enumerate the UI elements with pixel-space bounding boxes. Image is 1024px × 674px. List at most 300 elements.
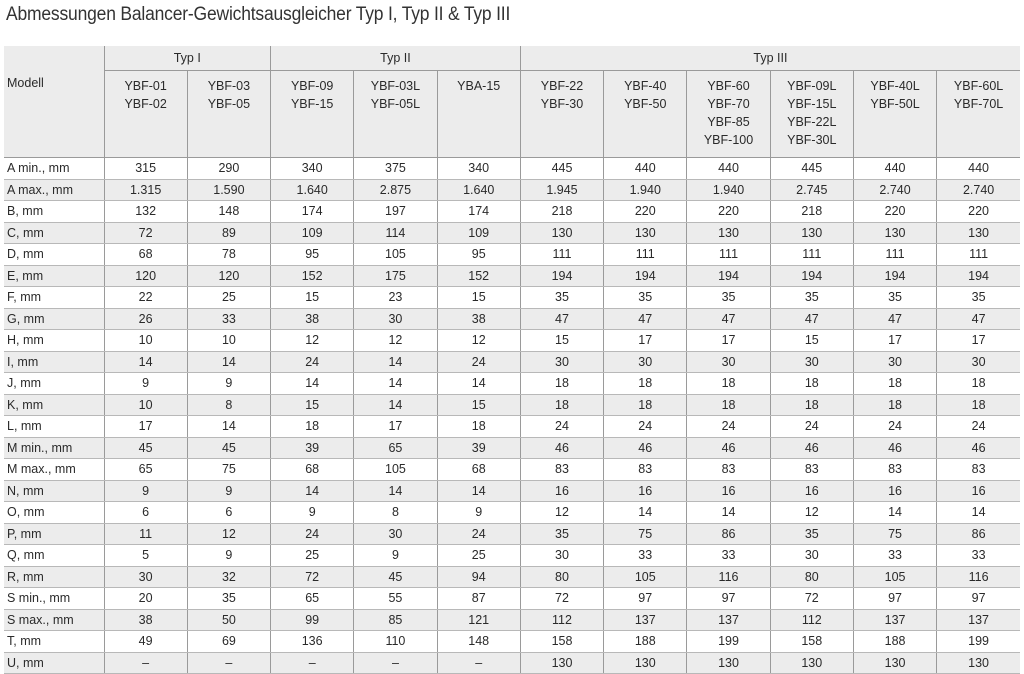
table-cell: 47: [520, 308, 603, 330]
table-cell: 99: [271, 609, 354, 631]
table-cell: 111: [604, 244, 687, 266]
table-row: [4, 631, 1020, 653]
table-cell: 86: [937, 523, 1020, 545]
table-cell: 194: [937, 265, 1020, 287]
table-cell: 1.590: [187, 179, 270, 201]
table-cell: 14: [271, 480, 354, 502]
table-cell: 112: [770, 609, 853, 631]
table-cell: 6: [187, 502, 270, 524]
table-cell: 32: [187, 566, 270, 588]
table-cell: 35: [853, 287, 936, 309]
table-cell: 30: [354, 308, 437, 330]
table-cell: 130: [520, 222, 603, 244]
table-cell: 30: [853, 351, 936, 373]
table-cell: 17: [687, 330, 770, 352]
model-header-row: [4, 71, 1020, 158]
table-cell: 197: [354, 201, 437, 223]
table-row: [4, 373, 1020, 395]
table-cell: 12: [520, 502, 603, 524]
table-cell: 188: [604, 631, 687, 653]
table-cell: 18: [853, 373, 936, 395]
table-cell: 35: [520, 523, 603, 545]
table-cell: 18: [520, 373, 603, 395]
table-cell: 17: [853, 330, 936, 352]
table-cell: 14: [271, 373, 354, 395]
table-cell: 30: [104, 566, 187, 588]
table-row: [4, 502, 1020, 524]
table-cell: 97: [604, 588, 687, 610]
table-cell: 33: [604, 545, 687, 567]
dimensions-table: [4, 46, 1020, 674]
table-cell: 47: [770, 308, 853, 330]
table-cell: 18: [604, 394, 687, 416]
row-label: C, mm: [4, 222, 104, 244]
table-cell: 75: [853, 523, 936, 545]
table-cell: 14: [354, 394, 437, 416]
table-row: [4, 545, 1020, 567]
table-cell: 194: [520, 265, 603, 287]
table-cell: 45: [104, 437, 187, 459]
table-cell: 9: [354, 545, 437, 567]
model-header-cell: YBA-15: [437, 71, 520, 158]
table-cell: 83: [604, 459, 687, 481]
table-cell: 130: [770, 222, 853, 244]
table-cell: 14: [437, 480, 520, 502]
table-cell: 87: [437, 588, 520, 610]
table-cell: 137: [604, 609, 687, 631]
table-cell: 16: [687, 480, 770, 502]
table-cell: 199: [937, 631, 1020, 653]
row-label: O, mm: [4, 502, 104, 524]
row-label: T, mm: [4, 631, 104, 653]
table-cell: 15: [271, 394, 354, 416]
table-cell: 95: [437, 244, 520, 266]
table-row: [4, 201, 1020, 223]
table-cell: 111: [937, 244, 1020, 266]
table-cell: 220: [853, 201, 936, 223]
row-label: M min., mm: [4, 437, 104, 459]
table-cell: 9: [187, 373, 270, 395]
table-cell: 12: [770, 502, 853, 524]
model-header-cell: YBF-60L YBF-70L: [937, 71, 1020, 158]
table-cell: 9: [271, 502, 354, 524]
table-cell: 218: [520, 201, 603, 223]
table-cell: 130: [687, 222, 770, 244]
table-cell: 25: [187, 287, 270, 309]
table-cell: 130: [604, 652, 687, 674]
row-label: R, mm: [4, 566, 104, 588]
table-cell: 47: [853, 308, 936, 330]
table-cell: 72: [104, 222, 187, 244]
table-cell: 8: [354, 502, 437, 524]
table-cell: 130: [937, 652, 1020, 674]
table-cell: 24: [520, 416, 603, 438]
table-cell: 6: [104, 502, 187, 524]
table-cell: 46: [937, 437, 1020, 459]
table-cell: 130: [687, 652, 770, 674]
table-cell: 85: [354, 609, 437, 631]
table-cell: 72: [520, 588, 603, 610]
table-row: [4, 416, 1020, 438]
table-cell: 18: [937, 394, 1020, 416]
table-cell: 68: [271, 459, 354, 481]
group-header-typ-1: Typ I: [104, 46, 271, 71]
table-cell: 47: [604, 308, 687, 330]
table-cell: 68: [437, 459, 520, 481]
table-cell: 24: [687, 416, 770, 438]
table-cell: 440: [937, 158, 1020, 180]
table-cell: 30: [770, 351, 853, 373]
table-cell: 18: [604, 373, 687, 395]
table-cell: 20: [104, 588, 187, 610]
model-header-cell: YBF-01 YBF-02: [104, 71, 187, 158]
table-cell: 445: [770, 158, 853, 180]
table-row: [4, 351, 1020, 373]
table-cell: 26: [104, 308, 187, 330]
table-cell: 111: [687, 244, 770, 266]
table-cell: 375: [354, 158, 437, 180]
model-header-cell: YBF-22 YBF-30: [520, 71, 603, 158]
table-cell: 14: [104, 351, 187, 373]
table-cell: 152: [437, 265, 520, 287]
table-row: [4, 394, 1020, 416]
table-cell: 105: [853, 566, 936, 588]
table-cell: 97: [937, 588, 1020, 610]
group-header-typ-3: Typ III: [520, 46, 1020, 71]
table-cell: 1.940: [687, 179, 770, 201]
table-row: [4, 287, 1020, 309]
table-cell: 24: [437, 523, 520, 545]
table-cell: 17: [937, 330, 1020, 352]
table-cell: 290: [187, 158, 270, 180]
table-cell: 130: [853, 652, 936, 674]
table-cell: 72: [770, 588, 853, 610]
table-cell: 9: [104, 373, 187, 395]
table-cell: 18: [271, 416, 354, 438]
table-cell: 83: [937, 459, 1020, 481]
row-label: D, mm: [4, 244, 104, 266]
table-cell: 16: [604, 480, 687, 502]
table-row: [4, 523, 1020, 545]
table-row: [4, 330, 1020, 352]
row-label: B, mm: [4, 201, 104, 223]
table-cell: 97: [853, 588, 936, 610]
row-label: S max., mm: [4, 609, 104, 631]
table-cell: 22: [104, 287, 187, 309]
table-cell: 130: [520, 652, 603, 674]
table-cell: 12: [271, 330, 354, 352]
table-body: [4, 158, 1020, 674]
table-cell: 35: [770, 287, 853, 309]
table-cell: 45: [354, 566, 437, 588]
table-cell: 116: [687, 566, 770, 588]
table-cell: 18: [770, 373, 853, 395]
table-cell: 14: [687, 502, 770, 524]
row-label: Q, mm: [4, 545, 104, 567]
table-row: [4, 308, 1020, 330]
table-cell: 130: [604, 222, 687, 244]
table-cell: 105: [604, 566, 687, 588]
table-cell: 35: [187, 588, 270, 610]
table-cell: 158: [520, 631, 603, 653]
table-cell: 18: [687, 394, 770, 416]
row-label: U, mm: [4, 652, 104, 674]
table-cell: 111: [770, 244, 853, 266]
table-cell: 2.740: [937, 179, 1020, 201]
table-cell: 30: [687, 351, 770, 373]
table-cell: 111: [853, 244, 936, 266]
table-cell: 16: [937, 480, 1020, 502]
table-cell: 120: [187, 265, 270, 287]
row-label: N, mm: [4, 480, 104, 502]
table-cell: 9: [187, 545, 270, 567]
table-cell: 94: [437, 566, 520, 588]
table-cell: 194: [770, 265, 853, 287]
table-cell: 130: [853, 222, 936, 244]
table-cell: 46: [520, 437, 603, 459]
table-row: [4, 588, 1020, 610]
table-cell: 220: [937, 201, 1020, 223]
table-cell: 14: [354, 373, 437, 395]
row-label: A max., mm: [4, 179, 104, 201]
table-cell: 137: [937, 609, 1020, 631]
table-cell: 33: [187, 308, 270, 330]
row-label: A min., mm: [4, 158, 104, 180]
table-cell: 47: [937, 308, 1020, 330]
table-cell: 9: [104, 480, 187, 502]
table-row: [4, 179, 1020, 201]
table-cell: 17: [104, 416, 187, 438]
table-cell: 12: [354, 330, 437, 352]
table-cell: 175: [354, 265, 437, 287]
table-cell: 46: [687, 437, 770, 459]
model-column-header: Modell: [4, 46, 104, 158]
table-cell: 174: [437, 201, 520, 223]
row-label: J, mm: [4, 373, 104, 395]
table-cell: 65: [104, 459, 187, 481]
model-header-cell: YBF-09 YBF-15: [271, 71, 354, 158]
model-header-cell: YBF-09L YBF-15L YBF-22L YBF-30L: [770, 71, 853, 158]
table-cell: 25: [271, 545, 354, 567]
table-cell: 1.940: [604, 179, 687, 201]
table-cell: 8: [187, 394, 270, 416]
row-label: L, mm: [4, 416, 104, 438]
table-cell: 194: [853, 265, 936, 287]
table-cell: 24: [271, 523, 354, 545]
table-row: [4, 566, 1020, 588]
table-cell: 110: [354, 631, 437, 653]
table-cell: 35: [770, 523, 853, 545]
table-cell: 340: [271, 158, 354, 180]
table-cell: 5: [104, 545, 187, 567]
table-cell: 80: [520, 566, 603, 588]
table-cell: –: [187, 652, 270, 674]
table-cell: 38: [104, 609, 187, 631]
table-cell: 95: [271, 244, 354, 266]
table-cell: 10: [104, 394, 187, 416]
table-cell: 65: [271, 588, 354, 610]
table-cell: 30: [520, 545, 603, 567]
table-cell: 24: [937, 416, 1020, 438]
table-cell: 35: [520, 287, 603, 309]
page-title: Abmessungen Balancer-Gewichtsausgleicher Typ I, Typ II & Typ III: [6, 4, 511, 25]
table-cell: 9: [187, 480, 270, 502]
table-cell: 65: [354, 437, 437, 459]
table-cell: 75: [187, 459, 270, 481]
table-cell: 14: [187, 416, 270, 438]
table-cell: 14: [604, 502, 687, 524]
table-cell: 2.740: [853, 179, 936, 201]
table-row: [4, 609, 1020, 631]
table-cell: 33: [937, 545, 1020, 567]
table-cell: 112: [520, 609, 603, 631]
table-cell: 315: [104, 158, 187, 180]
table-cell: 1.315: [104, 179, 187, 201]
model-header-cell: YBF-40 YBF-50: [604, 71, 687, 158]
table-cell: 121: [437, 609, 520, 631]
table-cell: 445: [520, 158, 603, 180]
table-cell: 14: [187, 351, 270, 373]
row-label: K, mm: [4, 394, 104, 416]
table-cell: 137: [687, 609, 770, 631]
table-cell: 83: [520, 459, 603, 481]
table-cell: 12: [437, 330, 520, 352]
table-cell: 14: [437, 373, 520, 395]
table-cell: 15: [271, 287, 354, 309]
table-cell: 24: [853, 416, 936, 438]
table-cell: 18: [520, 394, 603, 416]
table-cell: 24: [604, 416, 687, 438]
table-cell: 1.945: [520, 179, 603, 201]
table-cell: 15: [770, 330, 853, 352]
table-cell: 148: [437, 631, 520, 653]
table-cell: 220: [687, 201, 770, 223]
table-cell: 194: [687, 265, 770, 287]
table-cell: 16: [770, 480, 853, 502]
model-header-cell: YBF-40L YBF-50L: [853, 71, 936, 158]
table-cell: 16: [520, 480, 603, 502]
table-cell: 440: [687, 158, 770, 180]
table-cell: 14: [853, 502, 936, 524]
table-cell: 109: [271, 222, 354, 244]
table-cell: 45: [187, 437, 270, 459]
table-cell: 47: [687, 308, 770, 330]
table-cell: 120: [104, 265, 187, 287]
table-cell: 340: [437, 158, 520, 180]
row-label: P, mm: [4, 523, 104, 545]
table-cell: 97: [687, 588, 770, 610]
table-cell: 18: [437, 416, 520, 438]
table-cell: 39: [437, 437, 520, 459]
table-cell: 114: [354, 222, 437, 244]
table-cell: 10: [104, 330, 187, 352]
table-cell: 30: [354, 523, 437, 545]
row-label: M max., mm: [4, 459, 104, 481]
table-cell: 16: [853, 480, 936, 502]
table-cell: 18: [687, 373, 770, 395]
table-cell: 38: [437, 308, 520, 330]
table-row: [4, 480, 1020, 502]
table-cell: 49: [104, 631, 187, 653]
table-cell: 14: [354, 480, 437, 502]
table-cell: –: [437, 652, 520, 674]
table-cell: 35: [937, 287, 1020, 309]
table-cell: 116: [937, 566, 1020, 588]
table-cell: 17: [354, 416, 437, 438]
table-cell: 14: [354, 351, 437, 373]
table-cell: 24: [271, 351, 354, 373]
table-cell: 25: [437, 545, 520, 567]
table-cell: 15: [437, 287, 520, 309]
table-cell: 148: [187, 201, 270, 223]
table-cell: 152: [271, 265, 354, 287]
table-cell: 35: [687, 287, 770, 309]
model-header-cell: YBF-03 YBF-05: [187, 71, 270, 158]
table-cell: 24: [770, 416, 853, 438]
table-cell: 75: [604, 523, 687, 545]
table-cell: 11: [104, 523, 187, 545]
table-row: [4, 652, 1020, 674]
table-cell: 46: [770, 437, 853, 459]
table-cell: 89: [187, 222, 270, 244]
table-cell: 72: [271, 566, 354, 588]
table-cell: 12: [187, 523, 270, 545]
table-cell: –: [104, 652, 187, 674]
table-cell: 33: [687, 545, 770, 567]
table-row: [4, 437, 1020, 459]
table-cell: 10: [187, 330, 270, 352]
model-header-cell: YBF-60 YBF-70 YBF-85 YBF-100: [687, 71, 770, 158]
table-cell: 80: [770, 566, 853, 588]
table-cell: 30: [520, 351, 603, 373]
group-header-row: [4, 46, 1020, 71]
table-cell: 137: [853, 609, 936, 631]
table-cell: 83: [687, 459, 770, 481]
table-cell: –: [271, 652, 354, 674]
table-cell: 18: [853, 394, 936, 416]
table-cell: 105: [354, 244, 437, 266]
table-cell: 83: [853, 459, 936, 481]
table-cell: 17: [604, 330, 687, 352]
table-row: [4, 222, 1020, 244]
table-cell: 188: [853, 631, 936, 653]
table-cell: 18: [937, 373, 1020, 395]
table-cell: 83: [770, 459, 853, 481]
table-row: [4, 265, 1020, 287]
table-cell: 220: [604, 201, 687, 223]
row-label: G, mm: [4, 308, 104, 330]
table-cell: 9: [437, 502, 520, 524]
table-cell: 33: [853, 545, 936, 567]
table-cell: 78: [187, 244, 270, 266]
row-label: H, mm: [4, 330, 104, 352]
row-label: I, mm: [4, 351, 104, 373]
table-cell: 23: [354, 287, 437, 309]
table-cell: 194: [604, 265, 687, 287]
table-cell: 30: [604, 351, 687, 373]
table-cell: 24: [437, 351, 520, 373]
table-cell: 1.640: [437, 179, 520, 201]
row-label: S min., mm: [4, 588, 104, 610]
table-cell: 38: [271, 308, 354, 330]
group-header-typ-2: Typ II: [271, 46, 521, 71]
table-cell: –: [354, 652, 437, 674]
table-cell: 111: [520, 244, 603, 266]
table-cell: 14: [937, 502, 1020, 524]
table-cell: 136: [271, 631, 354, 653]
table-cell: 30: [770, 545, 853, 567]
row-label: F, mm: [4, 287, 104, 309]
